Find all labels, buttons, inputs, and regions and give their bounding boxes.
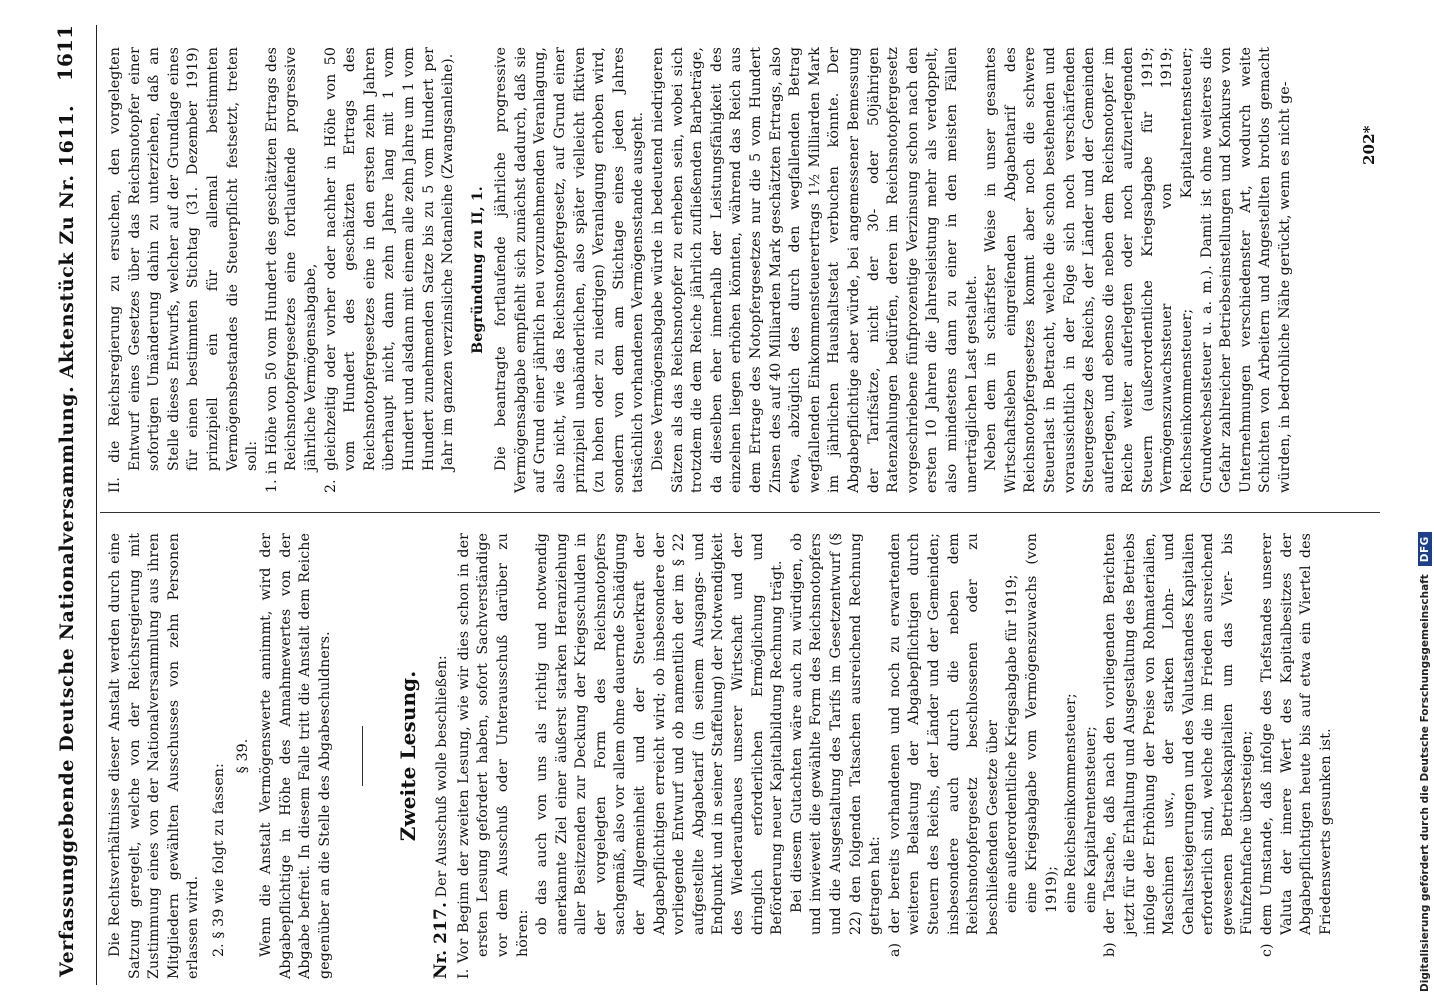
digitization-credit xyxy=(1418,8,1432,992)
item-b: b) der Tatsache, daß nach den vorliegenden Berichten jetzt für die Erhaltung und Ausgestaltung des Betriebs infolge der Erhöhung der Preise von Rohmaterialien, Maschinen usw., der starken Lohn- und Gehaltssteigerungen und des Valutastandes Kapitalien erforderlich sind, welche die im Frieden ausreichend gewesenen Betriebskapitalien um das Vier- bis Fünfzehnfache übersteigen; xyxy=(1102,533,1256,957)
motion-intro xyxy=(432,533,453,979)
item-c: c) dem Umstande, daß infolge des Tiefstandes unserer Valuta der innere Wert des Kapitalbesitzes der Abgabepflichtigen heute bis auf etwa ein Viertel des Friedenswerts gesunken ist. xyxy=(1259,533,1334,957)
paragraph-satzung: Die Rechtsverhältnisse dieser Anstalt werden durch eine Satzung geregelt, welche von der Reichsregierung mit Zustimmung eines von der Nationalversammlung aus ihren Mitgliedern gewählten Ausschusses von zehn Personen erlassen wird. xyxy=(107,533,202,979)
dfg-logo: DFG xyxy=(1418,532,1432,566)
item-a-tax-1: eine außerordentliche Kriegsabgabe für 1919; xyxy=(1004,574,1021,913)
item-a-tax-4: eine Kapitalrentensteuer; xyxy=(1082,726,1099,913)
running-title: Verfassunggebende Deutsche Nationalversammlung. Aktenstück Zu Nr. 1611. xyxy=(56,104,78,977)
item-ii-1: 1. in Höhe von 50 vom Hundert des geschätzten Ertrags des Reichsnotopfergesetzes eine fortlaufende progressive jährliche Vermögensabgabe, xyxy=(263,47,319,493)
page-header xyxy=(50,25,92,985)
expert-question-continued: Bei diesem Gutachten wäre auch zu würdigen, ob und inwieweit die gewählte Form des Reichsnotopfers und die Ausgestaltung des Tarifs im Gesetzentwurf (§ 22) den folgenden Tatsachen ausreichend Rechnung getragen hat: xyxy=(788,533,884,935)
paragraph-section-39-text: Wenn die Anstalt Vermögenswerte annimmt, wird der Abgabepflichtige in Höhe des Annahmewertes von der Abgabe befreit. In diesem Falle tritt die Anstalt dem Reiche gegenüber an die Stelle des Abgabeschuldners. xyxy=(258,533,333,979)
section-39-heading: § 39. xyxy=(234,738,251,774)
reasoning-heading: Begründung zu II, 1. xyxy=(469,186,486,354)
right-column xyxy=(106,47,1296,493)
section-title-zweite-lesung: Zweite Lesung. xyxy=(395,670,420,842)
motion-item-i: I. Vor Beginn der zweiten Lesung, wie wir dies schon in der ersten Lesung gefordert haben, sofort Sachverständige vor dem Ausschuß oder Unterausschuß darüber zu hören: xyxy=(455,533,531,979)
header-rule xyxy=(96,25,97,985)
item-a-tax-3: eine Reichseinkommensteuer; xyxy=(1063,693,1080,913)
motion-intro-text: Der Ausschuß wolle beschließen: xyxy=(434,655,451,898)
item-a-tax-2: eine Kriegsabgabe vom Vermögenszuwachs (von 1919); xyxy=(1023,533,1060,913)
motion-item-ii: II. die Reichsregierung zu ersuchen, den vorgelegten Entwurf eines Gesetzes über das Reichsnotopfer einer sofortigen Umänderung dahin zu unterziehen, daß an Stelle dieses Entwurfs, welcher auf der Grundlage eines für einen bestimmten Stichtag (31. Dezember 1919) prinzipiell ein für allemal bestimmten Vermögensbestandes die Steuerpflicht festsetzt, treten soll: xyxy=(107,47,261,493)
reasoning-paragraph-2: Diese Vermögensabgabe würde in bedeutend niedrigeren Sätzen als das Reichsnotopfer zu erheben sein, wobei sich trotzdem die dem Reiche jährlich zufließenden Barbeträge, da dieselben eher innerhalb der Leistungsfähigkeit des einzelnen liegen erhöhen könnten, während das Reich aus dem Ertrage des Notopfergesetzes nur die 5 vom Hundert Zinsen des auf 40 Milliarden Mark geschätzten Ertrags, also etwa, abzüglich des durch den wegfallenden Betrag wegfallenden Einkommensteuerertrags 1½ Milliarden Mark im jährlichen Haushaltsetat verbuchen könnte. Der Abgabepflichtige aber würde, bei angemessener Bemessung der Tarifsätze, nicht der 30- oder 50jährigen Ratenzahlungen bedürfen, deren im Reichsnotopfergesetz vorgeschriebene fünfprozentige Verzinsung schon nach den ersten 10 Jahren die Jahresleistung mehr als verdoppelt, also mindestens dann zu einer in den meisten Fällen unerträglichen Last gestaltet. xyxy=(650,47,980,493)
rotated-document-page xyxy=(50,25,1390,985)
reasoning-paragraph-3: Neben dem in schärfster Weise in unser gesamtes Wirtschaftsleben eingreifenden Abgabentarif des Reichsnotopfergesetzes kommt aber noch die schwere Steuerlast in Betracht, welche die schon bestehenden und voraussichtlich in der Folge sich noch verschärfenden Steuergesetze des Reichs, der Länder und der Gemeinden auferlegen, und ebenso die neben dem Reichsnotopfer im Reiche weiter auferlegten oder noch aufzuerlegenden Steuern (außerordentliche Kriegsabgabe für 1919; Vermögenszuwachssteuer von 1919; Reichseinkommensteuer; Kapitalrentensteuer; Grundwechselsteuer u. a. m.). Damit ist ohne weiteres die Gefahr zahlreicher Betriebseinstellungen und Konkurse von Unternehmungen verschiedenster Art, wodurch weite Schichten von Arbeitern und Angestellten brotlos gemacht würden, in bedrohliche Nähe gerückt, wenn es nicht ge- xyxy=(983,47,1294,493)
reasoning-paragraph-1: Die beantragte fortlaufende jährliche progressive Vermögensabgabe empfiehlt sich zunächst dadurch, daß sie auf Grund einer jährlich neu vorzunehmenden Veranlagung, also nicht, wie das Reichsnotopfergesetz, auf Grund einer prinzipiell unabänderlichen, also später vielleicht fiktiven (zu hohen oder zu niedrigen) Veranlagung erhoben wird, sondern von dem am Stichtage eines jeden Jahres tatsächlich vorhandenen Vermögensstande ausgeht. xyxy=(493,47,647,493)
sheet-number: 202* xyxy=(1360,125,1378,165)
item-ii-2: 2. gleichzeitig oder vorher oder nachher in Höhe von 50 vom Hundert des geschätzten Ertrags des Reichsnotopfergesetzes eine in den ersten zehn Jahren überhaupt nicht, dann zehn Jahre lang mit 1 vom Hundert und alsdann mit einem alle zehn Jahre um 1 vom Hundert zunehmenden Satze bis zu 5 vom Hundert per Jahr im ganzen verzinsliche Notanleihe (Zwangsanleihe). xyxy=(322,47,457,493)
digitization-credit-text xyxy=(1418,8,1432,992)
left-column xyxy=(106,533,1336,979)
motion-number: Nr. 217. xyxy=(431,902,452,979)
expert-question: ob das auch von uns als richtig und notwendig anerkannte Ziel einer äußerst starken Heranziehung aller Besitzenden zur Deckung der Kriegsschulden in der vorgelegten Form des Reichsnotopfers sachgemäß, also vor allem ohne dauernde Schädigung der Allgemeinheit und der Steuerkraft der Abgabepflichtigen erreicht wird; ob insbesondere der vorliegende Entwurf und ob namentlich der im § 22 aufgestellte Abgabetarif (in seinem Ausgangs- und Endpunkt und in seiner Staffelung) der Notwendigkeit des Wiederaufbaues unserer Wirtschaft und der dringlich erforderlichen Ermöglichung und Beförderung neuer Kapitalbildung Rechnung trägt. xyxy=(534,533,786,935)
column-divider xyxy=(100,512,1380,513)
section-rule xyxy=(362,726,363,786)
page-number: 1611 xyxy=(53,25,77,82)
credit-text: Digitalisierung gefördert durch die Deutsche Forschungsgemeinschaft xyxy=(1419,574,1431,992)
item-a: a) der bereits vorhandenen und noch zu erwartenden weiteren Belastung der Abgabepflichtigen durch Steuern des Reichs, der Länder und der Gemeinden; insbesondere auch durch die neben dem Reichsnotopfergesetz beschlossenen oder zu beschließenden Gesetze über xyxy=(886,533,1001,957)
paragraph-section-39-intro: 2. § 39 wie folgt zu fassen: xyxy=(210,763,227,957)
